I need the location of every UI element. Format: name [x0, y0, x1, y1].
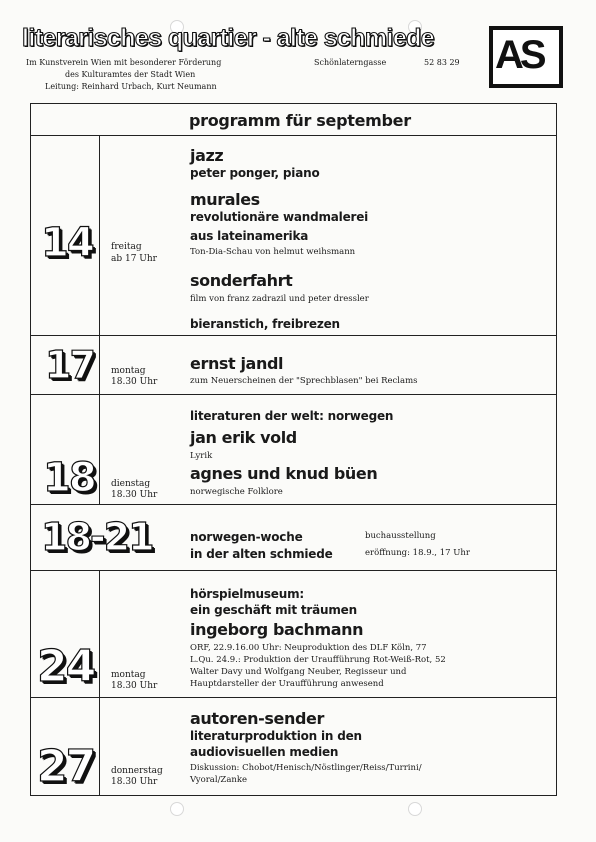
weekday-18: dienstag — [111, 479, 151, 489]
event-title-jazz: jazz — [190, 146, 224, 165]
punch-hole-bottom-right — [408, 802, 422, 816]
divider — [31, 504, 556, 505]
divider — [31, 570, 556, 571]
divider — [31, 335, 556, 336]
event-title-autoren-sender: autoren-sender — [190, 709, 324, 728]
as-logo — [489, 26, 563, 88]
address: Schönlaterngasse — [314, 58, 387, 67]
date-14: 14 — [41, 220, 93, 266]
event-sub-jazz: peter ponger, piano — [190, 166, 320, 180]
event-note-autoren-1: Diskussion: Chobot/Henisch/Nöstlinger/Reiss/Turrini/ — [190, 763, 422, 773]
date-27: 27 — [37, 741, 95, 792]
event-title-bachmann: ingeborg bachmann — [190, 620, 364, 639]
event-note-bachmann-2: L.Qu. 24.9.: Produktion der Uraufführung Rot-Weiß-Rot, 52 — [190, 655, 446, 665]
event-sub-murales-1: revolutionäre wandmalerei — [190, 210, 369, 224]
event-series-traeume: ein geschäft mit träumen — [190, 603, 357, 617]
date-17: 17 — [45, 343, 94, 387]
time-18: 18.30 Uhr — [111, 490, 158, 500]
event-note-jandl: zum Neuerscheinen der "Sprechblasen" bei Reclams — [190, 376, 418, 386]
event-note-autoren-2: Vyoral/Zanke — [190, 775, 248, 785]
column-divider — [99, 570, 100, 795]
divider — [31, 394, 556, 395]
event-note-sonderfahrt: film von franz zadrazil und peter dressler — [190, 294, 369, 304]
event-norwegen-woche: norwegen-woche — [190, 530, 303, 544]
event-series-hoerspiel: hörspielmuseum: — [190, 587, 304, 601]
event-note-bachmann-1: ORF, 22.9.16.00 Uhr: Neuproduktion des DLF Köln, 77 — [190, 643, 427, 653]
event-note-bachmann-3: Walter Davy und Wolfgang Neuber, Regisseur und — [190, 667, 407, 677]
weekday-17: montag — [111, 366, 146, 376]
header-line-1: Im Kunstverein Wien mit besonderer Förderung — [26, 58, 222, 67]
document-title: literarisches quartier - alte schmiede — [22, 24, 435, 52]
event-note-bueen: norwegische Folklore — [190, 487, 283, 497]
event-sub-murales-2: aus lateinamerika — [190, 229, 309, 243]
event-note-vold: Lyrik — [190, 451, 213, 461]
time-24: 18.30 Uhr — [111, 681, 158, 691]
date-18-21: 18-21 — [41, 515, 153, 559]
event-alte-schmiede: in der alten schmiede — [190, 547, 333, 561]
column-divider — [99, 135, 100, 504]
event-sub-autoren-1: literaturproduktion in den — [190, 729, 362, 743]
event-series-norwegen: literaturen der welt: norwegen — [190, 409, 394, 423]
divider — [31, 135, 556, 136]
date-18: 18 — [43, 455, 95, 501]
program-table — [30, 103, 557, 796]
event-title-sonderfahrt: sonderfahrt — [190, 271, 293, 290]
event-title-jandl: ernst jandl — [190, 354, 284, 373]
program-heading: programm für september — [189, 111, 411, 130]
header-line-2: des Kulturamtes der Stadt Wien — [65, 70, 196, 79]
event-note-bachmann-4: Hauptdarsteller der Uraufführung anwesend — [190, 679, 384, 689]
event-eroeffnung: eröffnung: 18.9., 17 Uhr — [365, 548, 470, 558]
punch-hole-bottom — [170, 802, 184, 816]
weekday-14: freitag — [111, 242, 142, 252]
event-title-vold: jan erik vold — [190, 428, 297, 447]
logo-lettering: AS — [495, 33, 543, 77]
event-bieranstich: bieranstich, freibrezen — [190, 317, 340, 331]
time-27: 18.30 Uhr — [111, 777, 158, 787]
event-sub-autoren-2: audiovisuellen medien — [190, 745, 339, 759]
event-note-murales: Ton-Dia-Schau von helmut weihsmann — [190, 247, 356, 257]
date-24: 24 — [37, 641, 95, 692]
time-14: ab 17 Uhr — [111, 254, 157, 264]
phone-number: 52 83 29 — [424, 58, 460, 67]
event-title-murales: murales — [190, 190, 260, 209]
header-line-3: Leitung: Reinhard Urbach, Kurt Neumann — [45, 82, 217, 91]
event-title-bueen: agnes und knud büen — [190, 464, 378, 483]
weekday-24: montag — [111, 670, 146, 680]
weekday-27: donnerstag — [111, 766, 163, 776]
time-17: 18.30 Uhr — [111, 377, 158, 387]
divider — [31, 697, 556, 698]
event-buchausstellung: buchausstellung — [365, 531, 436, 541]
